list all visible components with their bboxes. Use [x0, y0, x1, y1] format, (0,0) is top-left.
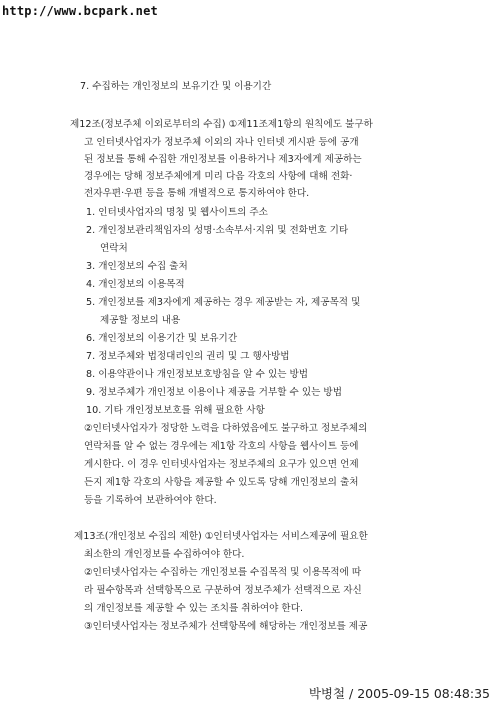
- article12-line: 경우에는 당해 정보주체에게 미리 다음 각호의 사항에 대해 전화·: [84, 171, 353, 182]
- list-item: 6. 개인정보의 이용기간 및 보유기간: [86, 333, 238, 344]
- article13-line: 의 개인정보를 제공할 수 있는 조치를 취하여야 한다.: [84, 603, 304, 614]
- article12-line: 제12조(정보주체 이외로부터의 수집) ①제11조제1항의 원칙에도 불구하: [70, 119, 373, 130]
- paragraph-line: 등을 기록하여 보관하여야 한다.: [84, 495, 217, 506]
- watermark: http://www.bcpark.net: [2, 4, 158, 18]
- list-item: 2. 개인정보관리책임자의 성명·소속부서·지위 및 전화번호 기타: [86, 225, 349, 236]
- list-item: 10. 기타 개인정보보호를 위해 필요한 사항: [86, 405, 265, 416]
- article12-line: 된 정보를 통해 수집한 개인정보를 이용하거나 제3자에게 제공하는: [84, 154, 362, 165]
- section-heading: 7. 수집하는 개인정보의 보유기간 및 이용기간: [80, 81, 272, 92]
- article13-line: 라 필수항목과 선택항목으로 구분하여 정보주체가 선택적으로 자신: [84, 585, 362, 596]
- article13-line: ②인터넷사업자는 수집하는 개인정보를 수집목적 및 이용목적에 따: [84, 567, 362, 578]
- article13-line: 제13조(개인정보 수집의 제한) ①인터넷사업자는 서비스제공에 필요한: [74, 531, 368, 542]
- list-item: 4. 개인정보의 이용목적: [86, 279, 185, 290]
- article12-line: 전자우편·우편 등을 통해 개별적으로 통지하여야 한다.: [84, 188, 310, 199]
- list-item: 8. 이용약관이나 개인정보보호방침을 알 수 있는 방법: [86, 369, 309, 380]
- author-timestamp-footer: 박병철 / 2005-09-15 08:48:35: [308, 686, 490, 701]
- paragraph-line: 게시한다. 이 경우 인터넷사업자는 정보주체의 요구가 있으면 언제: [84, 459, 359, 470]
- article13-line: 최소한의 개인정보를 수집하여야 한다.: [84, 549, 245, 560]
- list-item-cont: 연락처: [100, 243, 128, 254]
- article12-line: 고 인터넷사업자가 정보주체 이외의 자나 인터넷 게시판 등에 공개: [84, 137, 359, 148]
- list-item-cont: 제공할 정보의 내용: [100, 315, 181, 326]
- paragraph-line: 든지 제1항 각호의 사항을 제공할 수 있도록 당해 개인정보의 출처: [84, 477, 359, 488]
- article13-line: ③인터넷사업자는 정보주체가 선택항목에 해당하는 개인정보를 제공: [84, 621, 368, 632]
- paragraph-line: ②인터넷사업자가 정당한 노력을 다하였음에도 불구하고 정보주체의: [84, 423, 368, 434]
- list-item: 9. 정보주체가 개인정보 이용이나 제공을 거부할 수 있는 방법: [86, 387, 342, 398]
- list-item: 5. 개인정보를 제3자에게 제공하는 경우 제공받는 자, 제공목적 및: [86, 297, 361, 308]
- paragraph-line: 연락처를 알 수 없는 경우에는 제1항 각호의 사항을 웹사이트 등에: [84, 441, 359, 452]
- list-item: 1. 인터넷사업자의 명칭 및 웹사이트의 주소: [86, 207, 268, 218]
- list-item: 7. 정보주체와 법정대리인의 권리 및 그 행사방법: [86, 351, 290, 362]
- list-item: 3. 개인정보의 수집 출처: [86, 261, 188, 272]
